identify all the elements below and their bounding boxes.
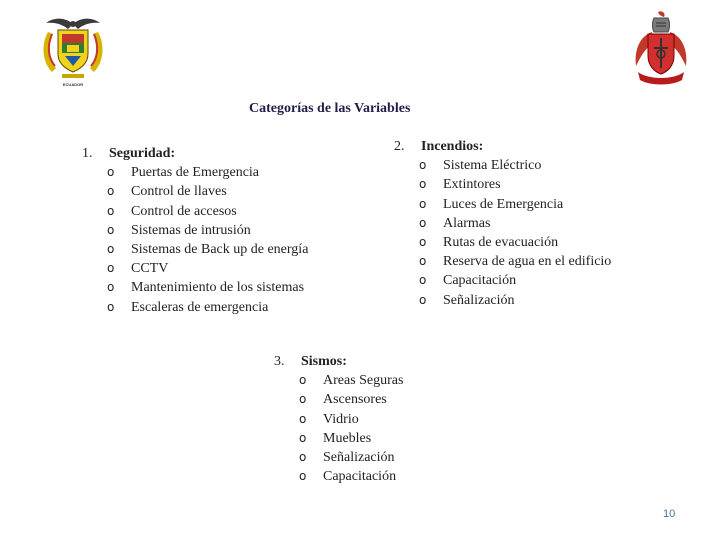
list-item bbox=[107, 163, 308, 182]
section-title: Sismos: bbox=[301, 354, 347, 369]
item-text: Ascensores bbox=[323, 392, 387, 408]
bullet-icon: o bbox=[107, 222, 115, 237]
item-text: Extintores bbox=[443, 177, 501, 193]
item-text: Rutas de evacuación bbox=[443, 235, 559, 251]
list-item bbox=[107, 182, 308, 201]
list-item bbox=[107, 278, 308, 297]
list-item bbox=[107, 259, 308, 278]
section-seguridad bbox=[82, 144, 308, 317]
list-item bbox=[419, 291, 611, 310]
item-text: Sistemas de Back up de energía bbox=[131, 242, 309, 258]
bullet-icon: o bbox=[299, 392, 307, 407]
list-item bbox=[299, 429, 403, 448]
item-list bbox=[394, 156, 611, 310]
bullet-icon: o bbox=[299, 469, 307, 484]
logo-left-caption: ECUADOR bbox=[62, 82, 84, 87]
item-text: Mantenimiento de los sistemas bbox=[131, 280, 305, 296]
item-text: Señalización bbox=[323, 450, 395, 466]
list-item bbox=[107, 240, 308, 259]
item-text: Areas Seguras bbox=[323, 373, 404, 389]
item-text: Sistema Eléctrico bbox=[443, 158, 542, 174]
bullet-icon: o bbox=[107, 280, 115, 295]
list-item bbox=[299, 448, 403, 467]
list-item bbox=[107, 221, 308, 240]
section-title: Incendios: bbox=[421, 139, 484, 154]
item-text: Capacitación bbox=[443, 273, 517, 289]
list-item bbox=[299, 371, 403, 390]
item-text: Escaleras de emergencia bbox=[131, 299, 269, 315]
university-coat-of-arms-icon bbox=[38, 14, 108, 90]
bullet-icon: o bbox=[107, 203, 115, 218]
bullet-icon: o bbox=[107, 165, 115, 180]
bullet-icon: o bbox=[419, 273, 427, 288]
item-text: Luces de Emergencia bbox=[443, 196, 564, 212]
bullet-icon: o bbox=[107, 184, 115, 199]
item-text: Vidrio bbox=[323, 411, 359, 427]
list-item bbox=[107, 202, 308, 221]
list-item bbox=[419, 233, 611, 252]
section-title: Seguridad: bbox=[109, 146, 176, 161]
bullet-icon: o bbox=[299, 411, 307, 426]
list-item bbox=[419, 252, 611, 271]
bullet-icon: o bbox=[419, 196, 427, 211]
list-item bbox=[299, 390, 403, 409]
bullet-icon: o bbox=[299, 430, 307, 445]
bullet-icon: o bbox=[419, 158, 427, 173]
item-text: Alarmas bbox=[443, 215, 491, 231]
bullet-icon: o bbox=[419, 177, 427, 192]
list-item bbox=[299, 467, 403, 486]
bullet-icon: o bbox=[107, 261, 115, 276]
section-number: 3. bbox=[274, 354, 285, 369]
item-text: Sistemas de intrusión bbox=[131, 222, 251, 238]
item-text: Puertas de Emergencia bbox=[131, 165, 260, 181]
item-list bbox=[274, 371, 403, 486]
bullet-icon: o bbox=[107, 299, 115, 314]
section-heading bbox=[274, 352, 403, 371]
list-item bbox=[419, 175, 611, 194]
section-number: 2. bbox=[394, 139, 405, 154]
list-item bbox=[419, 271, 611, 290]
section-heading bbox=[394, 137, 611, 156]
item-text: Muebles bbox=[323, 430, 372, 446]
bullet-icon: o bbox=[419, 254, 427, 269]
list-item bbox=[419, 195, 611, 214]
section-sismos bbox=[274, 352, 403, 486]
item-text: Control de llaves bbox=[131, 184, 227, 200]
list-item bbox=[419, 214, 611, 233]
page-number: 10 bbox=[663, 508, 676, 520]
bullet-icon: o bbox=[299, 450, 307, 465]
list-item bbox=[299, 410, 403, 429]
bullet-icon: o bbox=[419, 235, 427, 250]
section-number: 1. bbox=[82, 146, 93, 161]
section-incendios bbox=[394, 137, 611, 310]
section-heading bbox=[82, 144, 308, 163]
item-text: Capacitación bbox=[323, 469, 397, 485]
list-item bbox=[107, 298, 308, 317]
item-text: CCTV bbox=[131, 261, 169, 277]
item-list bbox=[82, 163, 308, 317]
item-text: Control de accesos bbox=[131, 203, 237, 219]
bullet-icon: o bbox=[107, 242, 115, 257]
bullet-icon: o bbox=[419, 215, 427, 230]
slide-title: Categorías de las Variables bbox=[249, 101, 411, 116]
list-item bbox=[419, 156, 611, 175]
bullet-icon: o bbox=[299, 373, 307, 388]
school-coat-of-arms-icon bbox=[630, 10, 692, 88]
item-text: Reserva de agua en el edificio bbox=[443, 254, 612, 270]
bullet-icon: o bbox=[419, 292, 427, 307]
item-text: Señalización bbox=[443, 292, 515, 308]
